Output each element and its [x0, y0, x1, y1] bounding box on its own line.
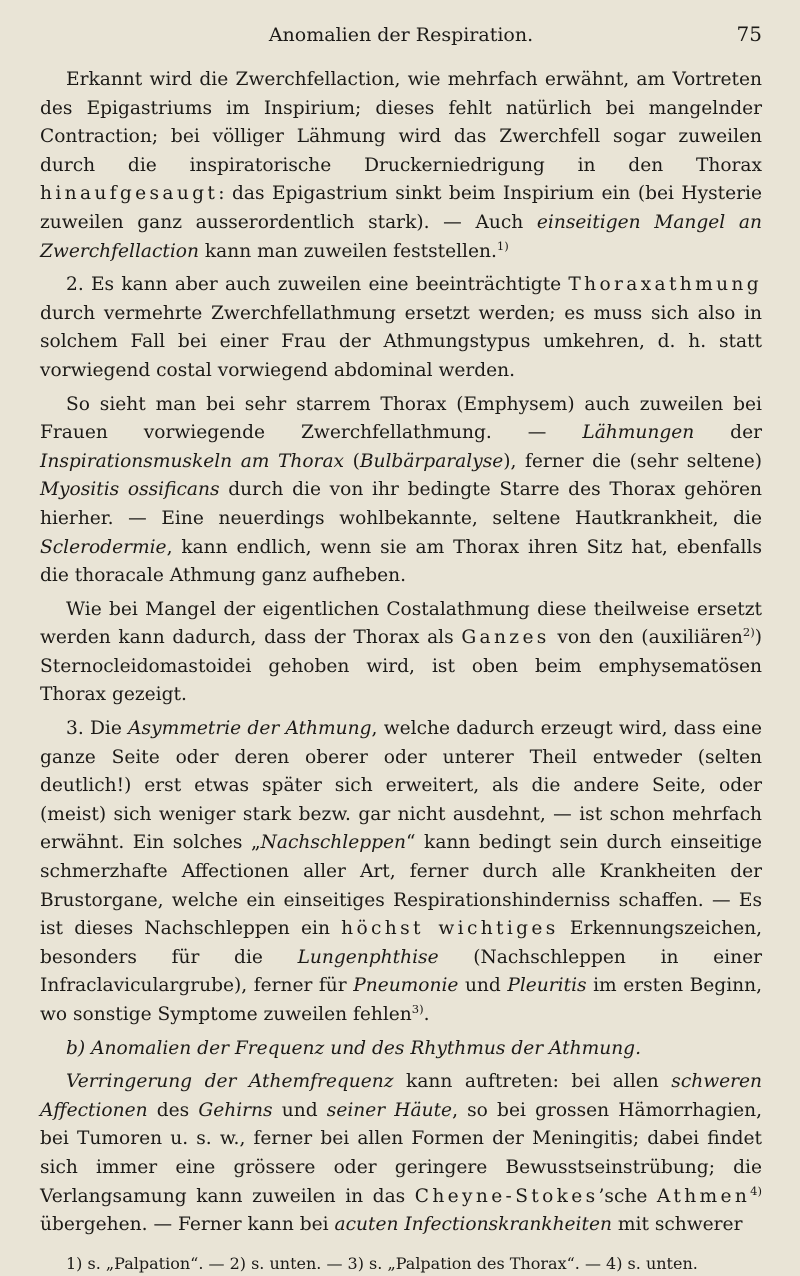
paragraph-3 [40, 391, 762, 591]
text-segment: ’sche [598, 1185, 657, 1207]
text-segment: kann man zuweilen feststellen. [198, 240, 497, 262]
text-segment: Pleuritis [507, 975, 587, 997]
text-segment: Bulbärparalyse [359, 450, 504, 472]
footnote-ref: 3) [411, 1001, 424, 1016]
text-segment: höchst wichtiges [341, 918, 559, 940]
text-segment: . [423, 1004, 430, 1025]
text-segment: schweren Affectionen [40, 1071, 762, 1121]
text-segment: durch vermehrte Zwerchfellathmung ersetzt werden; es muss sich also in solchem Fall bei einer Frau der Athmungstypus umkehren, d. h. statt vorwiegend costal vorwiegend abdominal werden. [40, 302, 762, 381]
text-segment: , so bei grossen Hämorrhagien, bei Tumoren u. s. w., ferner bei allen Formen der Meningitis; dabei findet sich immer eine grössere oder geringere Bewusstseinstrübung; die Verlangsamung kann zuweilen in das [40, 1099, 762, 1207]
text-segment: , welche dadurch erzeugt wird, dass eine ganze Seite oder deren oberer oder unterer Theil entweder (selten deutlich!) erst etwas später sich erweitert, als die andere Seite, oder (meist) sich weniger stark bezw. gar nicht ausdehnt, — ist schon mehrfach erwähnt. Ein solches „ [40, 718, 763, 854]
text-segment: Pneumonie [353, 975, 459, 997]
text-segment: Verringerung der Athemfrequenz [66, 1071, 394, 1093]
text-segment: Wie bei Mangel der eigentlichen Costalathmung diese theilweise ersetzt werden kann dadurch, dass der Thorax als [40, 598, 762, 649]
text-segment: hinaufgesaugt [40, 183, 219, 205]
text-segment: im ersten Beginn, wo sonstige Symptome zuweilen fehlen [40, 975, 763, 1025]
text-segment: Myositis ossificans [40, 479, 220, 501]
footnote-ref: 1) [496, 238, 509, 253]
paragraph-1 [40, 66, 762, 266]
footnote-ref: 2) [742, 625, 755, 640]
text-segment: Ganzes [461, 627, 550, 649]
text-segment: Asymmetrie der Athmung [128, 718, 372, 740]
text-segment: Cheyne-Stokes [414, 1185, 599, 1207]
text-segment: , kann endlich, wenn sie am Thorax ihren Sitz hat, ebenfalls die thoracale Athmung ganz aufheben. [40, 536, 762, 587]
footnotes: 1) s. „Palpation“. — 2) s. unten. — 3) s. „Palpation des Thorax“. — 4) s. unten. [66, 1253, 698, 1273]
page-number: 75 [736, 22, 762, 46]
paragraph-5 [40, 715, 762, 1030]
text-segment: übergehen. — Ferner kann bei [40, 1214, 335, 1236]
text-segment: ), ferner die (sehr seltene) [503, 450, 762, 472]
text-segment: Sclerodermie [40, 536, 167, 558]
text-segment: Erkennungszeichen, besonders für die [40, 918, 763, 968]
text-segment: 3. Die [66, 718, 129, 740]
text-segment: seiner Häute [326, 1099, 453, 1121]
text-segment: von den (auxiliären [549, 627, 743, 649]
text-segment: 2. Es kann aber auch zuweilen eine beeinträchtigte [66, 274, 569, 296]
text-segment: einseitigen Mangel an Zwerchfellaction [40, 211, 762, 262]
text-segment: So sieht man bei sehr starrem Thorax (Emphysem) auch zuweilen bei Frauen vorwiegende Zwerchfellathmung. — [40, 393, 762, 444]
text-segment: Gehirns [198, 1099, 273, 1121]
text-segment: und [458, 975, 508, 997]
paragraph-4 [40, 596, 762, 710]
text-segment: ( [344, 450, 360, 472]
text-segment: kann auftreten: bei allen [393, 1071, 672, 1093]
text-segment: b) Anomalien der Frequenz und des Rhythmus der Athmung. [66, 1037, 641, 1059]
text-segment: (Nachschleppen in einer Infraclaviculargrube), ferner für [40, 946, 762, 997]
running-title: Anomalien der Respiration. [268, 24, 534, 46]
text-segment: Athmen [656, 1185, 751, 1207]
text-segment: Lungenphthise [297, 946, 439, 968]
text-segment: Thoraxathmung [568, 274, 762, 296]
body-text [40, 66, 762, 1240]
text-segment: durch die von ihr bedingte Starre des Thorax gehören hierher. — Eine neuerdings wohlbekannte, seltene Hautkrankheit, die [40, 479, 762, 529]
text-segment: Inspirationsmuskeln am Thorax [40, 450, 345, 472]
text-segment: ) Sternocleidomastoidei gehoben wird, ist oben beim emphysematösen Thorax gezeigt. [40, 627, 762, 706]
text-segment: des [147, 1099, 199, 1121]
section-heading-b [40, 1035, 762, 1064]
text-segment: Erkannt wird die Zwerchfellaction, wie mehrfach erwähnt, am Vortreten des Epigastriums im Inspirium; dieses fehlt natürlich bei mangelnder Contraction; bei völliger Lähmung wird das Zwerchfell sogar zuweilen durch die inspiratorische Druckerniedrigung in den Thorax [40, 69, 762, 176]
text-segment: acuten Infectionskrankheiten [334, 1214, 612, 1236]
text-segment: der [694, 422, 762, 444]
text-segment: Nachschleppen [260, 832, 407, 854]
text-segment: und [272, 1099, 327, 1121]
paragraph-6 [40, 1068, 762, 1240]
footnote-ref: 4) [750, 1183, 762, 1198]
text-segment: mit schwerer [611, 1214, 743, 1236]
text-segment: Lähmungen [582, 422, 695, 444]
text-segment: “ kann bedingt sein durch einseitige schmerzhafte Affectionen aller Art, ferner durch alle Krankheiten der Brustorgane, welche ein einseitiges Respirationshinderniss schaffen. — Es ist dieses Nachschleppen ein [40, 832, 762, 940]
paragraph-2 [40, 271, 762, 385]
text-segment: : das Epigastrium sinkt beim Inspirium ein (bei Hysterie zuweilen ganz ausserordentlich stark). — Auch [40, 183, 762, 233]
page-header [40, 22, 762, 52]
